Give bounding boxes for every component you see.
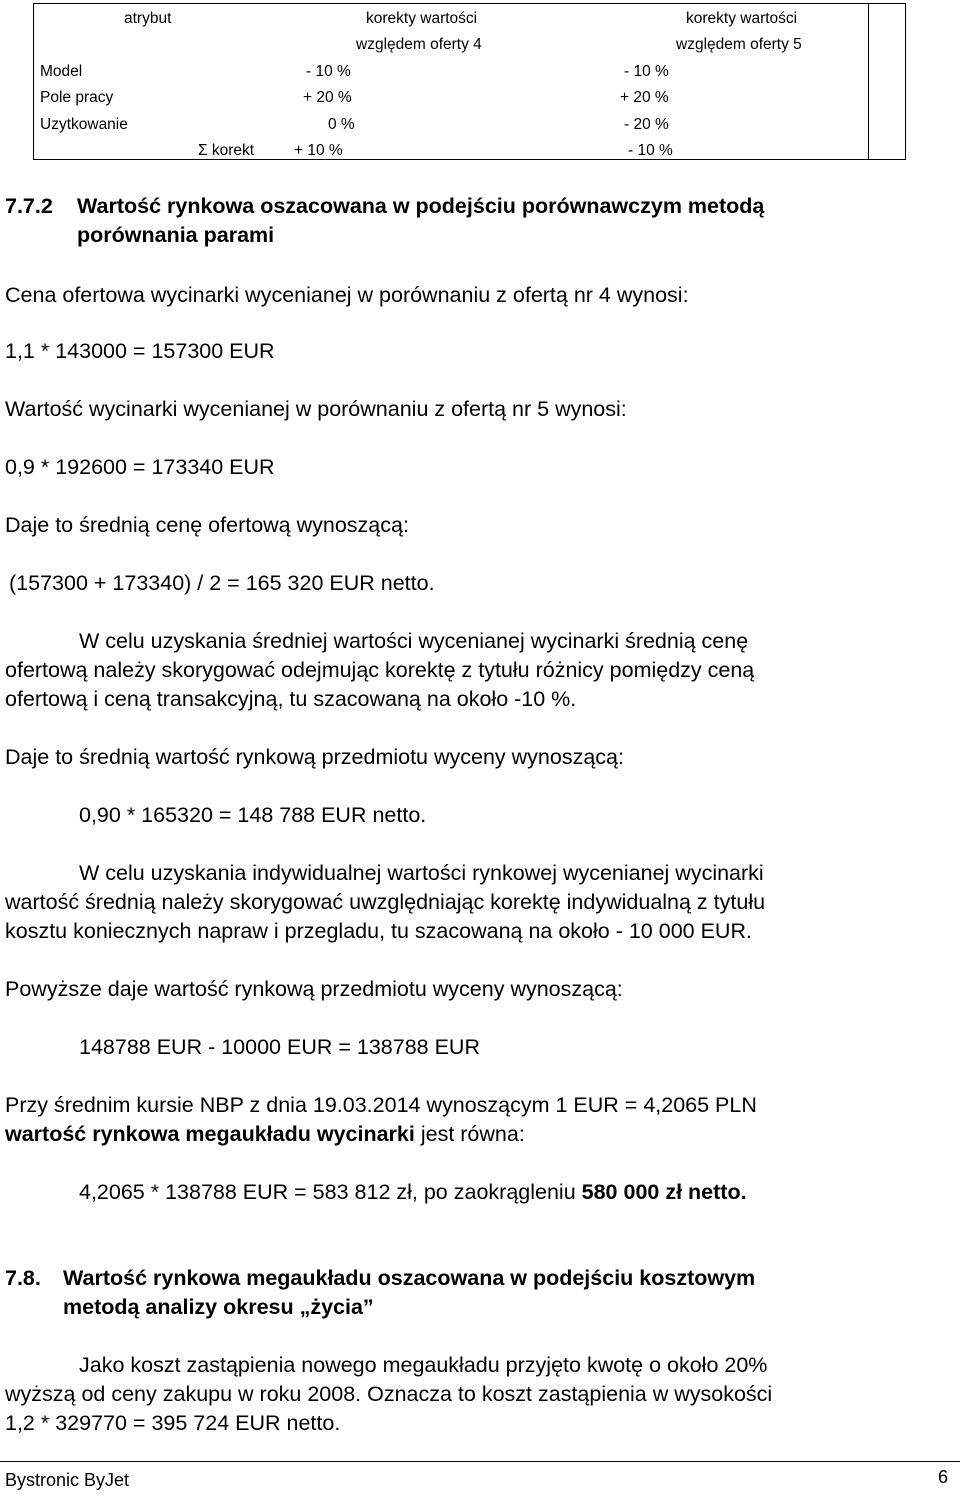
paragraph: Cena ofertowa wycinarki wycenianej w porównaniu z ofertą nr 4 wynosi: [5, 283, 689, 307]
table-divider [868, 4, 869, 159]
paragraph-line: ofertową należy skorygować odejmując korektę z tytułu różnicy pomiędzy ceną [5, 658, 755, 682]
table-cell-offer4: + 10 % [294, 142, 343, 159]
calculation: (157300 + 173340) / 2 = 165 320 EUR netto. [9, 571, 435, 595]
paragraph-line: W celu uzyskania indywidualnej wartości rynkowej wycenianej wycinarki [79, 861, 764, 885]
calculation: 0,9 * 192600 = 173340 EUR [5, 455, 275, 479]
paragraph: Powyższe daje wartość rynkową przedmiotu wyceny wynoszącą: [5, 977, 623, 1001]
table-cell-offer5: + 20 % [620, 89, 669, 106]
table-row-label: Pole pracy [40, 89, 114, 106]
table-header-offer5-line1: korekty wartości [686, 10, 798, 27]
table-cell-offer5: - 10 % [628, 142, 673, 159]
table-header-offer5-line2: względem oferty 5 [676, 36, 802, 53]
table-header-offer4-line2: względem oferty 4 [356, 36, 482, 53]
section-number: 7.7.2 [5, 194, 53, 218]
paragraph: Przy średnim kursie NBP z dnia 19.03.2014 wynoszącym 1 EUR = 4,2065 PLN [5, 1093, 757, 1117]
table-header-attribute: atrybut [124, 10, 172, 27]
section-number: 7.8. [5, 1266, 41, 1290]
paragraph [5, 1122, 525, 1146]
bold-phrase: wartość rynkowa megaukładu wycinarki [5, 1122, 415, 1146]
paragraph: Wartość wycinarki wycenianej w porównaniu z ofertą nr 5 wynosi: [5, 397, 627, 421]
footer-divider [0, 1461, 960, 1462]
table-header-offer4-line1: korekty wartości [366, 10, 478, 27]
calculation [79, 1180, 747, 1204]
paragraph-line: W celu uzyskania średniej wartości wycenianej wycinarki średnią cenę [79, 629, 749, 653]
calculation: 1,1 * 143000 = 157300 EUR [5, 339, 275, 363]
table-row-label-sum: Σ korekt [198, 142, 255, 159]
footer-company: Bystronic ByJet [5, 1470, 130, 1490]
section-title-line2: metodą analizy okresu „życia” [63, 1295, 374, 1319]
paragraph-line: Jako koszt zastąpienia nowego megaukładu przyjęto kwotę o około 20% [79, 1353, 768, 1377]
calculation: 148788 EUR - 10000 EUR = 138788 EUR [79, 1035, 480, 1059]
section-title-line1: Wartość rynkowa oszacowana w podejściu porównawczym metodą [77, 194, 765, 218]
paragraph-line: wyższą od ceny zakupu w roku 2008. Oznacza to koszt zastąpienia w wysokości [5, 1382, 773, 1406]
table-cell-offer5: - 20 % [624, 116, 669, 133]
table-cell-offer5: - 10 % [624, 63, 669, 80]
calculation-text: 4,2065 * 138788 EUR = 583 812 zł, po zaokrągleniu [79, 1180, 582, 1204]
paragraph-line: wartość średnią należy skorygować uwzględniając korektę indywidualną z tytułu [5, 890, 766, 914]
paragraph: Daje to średnią cenę ofertową wynoszącą: [5, 513, 409, 537]
table-row-label: Model [40, 63, 83, 80]
paragraph-line: 1,2 * 329770 = 395 724 EUR netto. [5, 1411, 341, 1435]
section-title-line2: porównania parami [77, 223, 275, 247]
paragraph-line: ofertową i ceną transakcyjną, tu szacowaną na około -10 %. [5, 687, 577, 711]
table-cell-offer4: 0 % [328, 116, 355, 133]
paragraph-rest: jest równa: [414, 1122, 525, 1146]
table-row-label: Uzytkowanie [40, 116, 128, 133]
table-cell-offer4: - 10 % [306, 63, 351, 80]
page-number: 6 [938, 1467, 949, 1487]
calculation: 0,90 * 165320 = 148 788 EUR netto. [79, 803, 427, 827]
paragraph: Daje to średnią wartość rynkową przedmiotu wyceny wynoszącą: [5, 745, 624, 769]
final-value: 580 000 zł netto. [581, 1180, 747, 1204]
paragraph-line: kosztu koniecznych napraw i przegladu, tu szacowaną na około - 10 000 EUR. [5, 919, 752, 943]
section-title-line1: Wartość rynkowa megaukładu oszacowana w podejściu kosztowym [63, 1266, 756, 1290]
table-cell-offer4: + 20 % [303, 89, 352, 106]
